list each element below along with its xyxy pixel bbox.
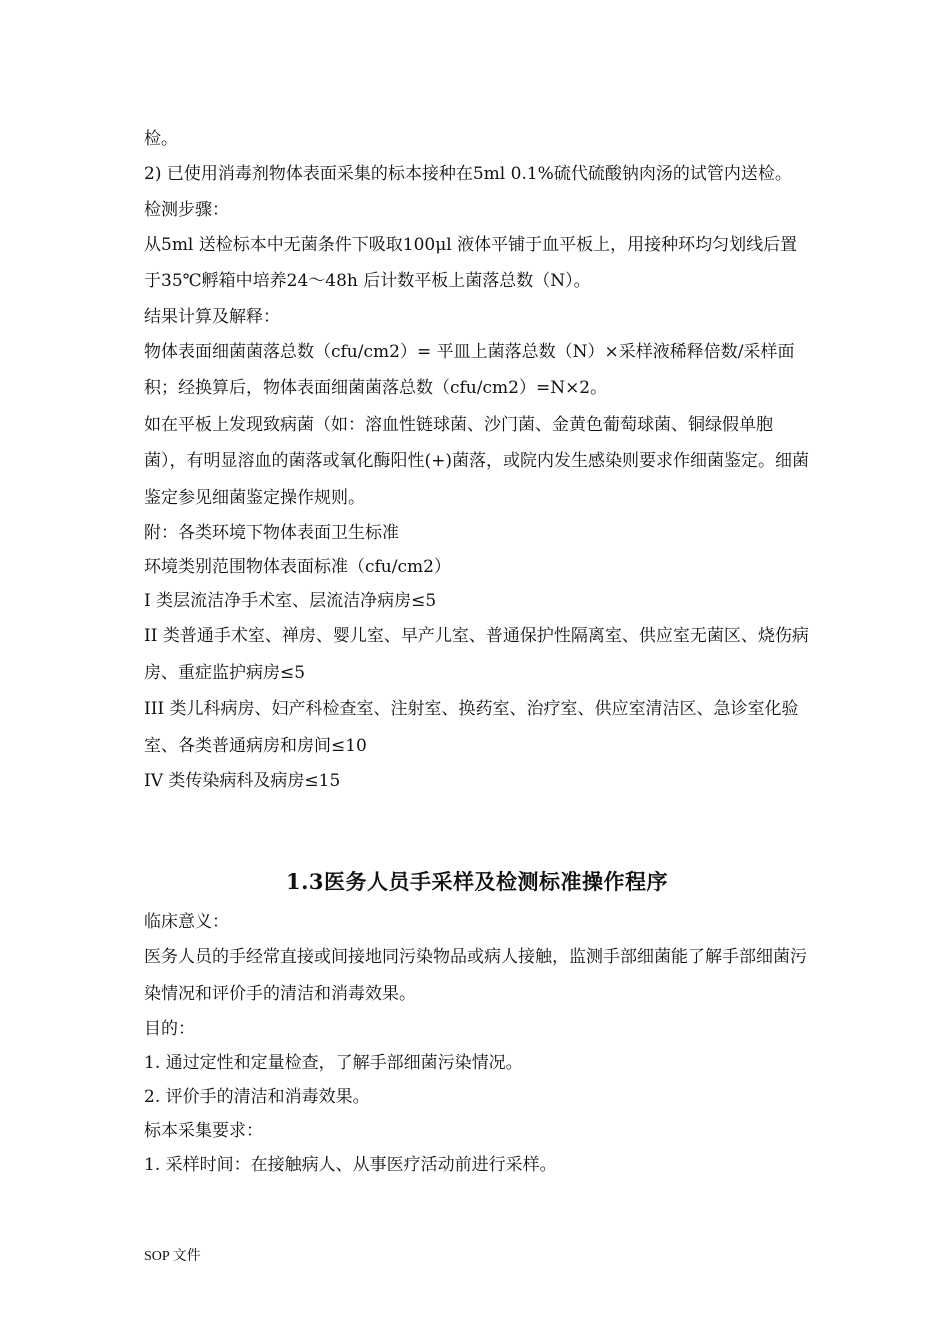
paragraph-detection-steps: 从5ml 送检标本中无菌条件下吸取100μl 液体平铺于血平板上，用接种环均匀划线后置于35℃孵箱中培养24～48h 后计数平板上菌落总数（N）。 xyxy=(144,234,798,291)
sampling-item-1: 1. 采样时间：在接触病人、从事医疗活动前进行采样。 xyxy=(144,1155,557,1175)
paragraph-result-formula: 物体表面细菌菌落总数（cfu/cm2）= 平皿上菌落总数（N）×采样液稀释倍数/采样面积；经换算后，物体表面细菌菌落总数（cfu/cm2）=N×2。 xyxy=(144,341,795,398)
paragraph-tail: 检。 xyxy=(144,129,178,149)
paragraph-disinfectant-sample: 2) 已使用消毒剂物体表面采集的标本接种在5ml 0.1%硫代硫酸钠肉汤的试管内送检。 xyxy=(144,164,792,184)
standard-class-iii: III 类儿科病房、妇产科检查室、注射室、换药室、治疗室、供应室清洁区、急诊室化验室、各类普通病房和房间≤10 xyxy=(144,699,799,756)
purpose-item-2: 2. 评价手的清洁和消毒效果。 xyxy=(144,1087,370,1107)
standard-class-ii: II 类普通手术室、禅房、婴儿室、早产儿室、普通保护性隔离室、供应室无菌区、烧伤病房、重症监护病房≤5 xyxy=(144,626,809,683)
label-sampling-requirements: 标本采集要求： xyxy=(144,1121,263,1141)
page-content xyxy=(144,122,810,1182)
paragraph-pathogen-identification: 如在平板上发现致病菌（如：溶血性链球菌、沙门菌、金黄色葡萄球菌、铜绿假单胞菌），有明显溶血的菌落或氧化酶阳性(+)菌落，或院内发生感染则要求作细菌鉴定。细菌鉴定参见细菌鉴定操作规则。 xyxy=(144,414,810,508)
label-clinical-significance: 临床意义： xyxy=(144,912,229,932)
section-heading: 1.3医务人员手采样及检测标准操作程序 xyxy=(285,869,669,894)
label-standards-header: 环境类别范围物体表面标准（cfu/cm2） xyxy=(144,557,451,577)
label-detection-steps: 检测步骤： xyxy=(144,199,229,220)
label-result-calculation: 结果计算及解释： xyxy=(144,306,280,327)
label-purpose: 目的： xyxy=(144,1019,195,1039)
label-appendix-standards: 附：各类环境下物体表面卫生标准 xyxy=(144,523,399,543)
standard-class-iv: IV 类传染病科及病房≤15 xyxy=(144,771,341,791)
paragraph-clinical-significance: 医务人员的手经常直接或间接地同污染物品或病人接触，监测手部细菌能了解手部细菌污染情况和评价手的清洁和消毒效果。 xyxy=(144,947,807,1004)
purpose-item-1: 1. 通过定性和定量检查，了解手部细菌污染情况。 xyxy=(144,1053,523,1073)
page-footer: SOP 文件 xyxy=(144,1249,201,1264)
standard-class-i: I 类层流洁净手术室、层流洁净病房≤5 xyxy=(144,591,437,611)
